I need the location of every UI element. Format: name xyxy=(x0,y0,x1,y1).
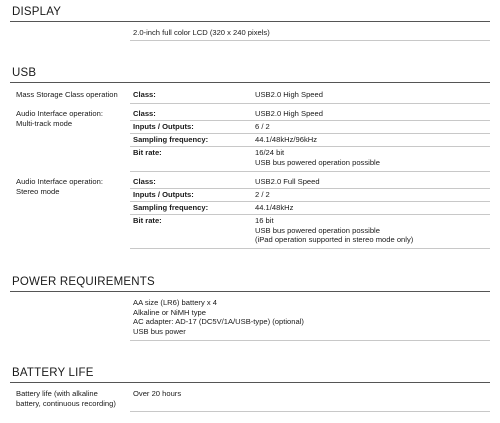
display-spec-value: 2.0-inch full color LCD (320 x 240 pixels) xyxy=(133,28,270,37)
row-divider xyxy=(130,40,490,41)
row-divider xyxy=(130,411,490,412)
usb-stereo-label-line: Audio Interface operation: xyxy=(16,177,103,186)
usb-stereo-bitrate-value xyxy=(255,216,495,245)
power-spec-line: AA size (LR6) battery x 4 xyxy=(133,298,217,307)
usb-mass-storage-class-key: Class: xyxy=(133,90,156,99)
usb-stereo-io-key: Inputs / Outputs: xyxy=(133,190,194,199)
battery-life-label-line: battery, continuous recording) xyxy=(16,398,116,408)
section-title-power: POWER REQUIREMENTS xyxy=(12,276,155,288)
usb-stereo-bitrate-key: Bit rate: xyxy=(133,216,162,225)
power-spec-line: AC adapter: AD-17 (DC5V/1A/USB-type) (optional) xyxy=(133,317,304,327)
usb-multitrack-class-value: USB2.0 High Speed xyxy=(255,109,323,118)
usb-multitrack-bitrate-line: 16/24 bit xyxy=(255,148,285,157)
usb-stereo-class-key: Class: xyxy=(133,177,156,186)
power-spec-value xyxy=(133,298,493,336)
usb-multitrack-io-key: Inputs / Outputs: xyxy=(133,122,194,131)
power-spec-line: USB bus power xyxy=(133,326,186,336)
row-divider xyxy=(130,214,490,215)
row-divider xyxy=(130,120,490,121)
usb-multitrack-sampling-value: 44.1/48kHz/96kHz xyxy=(255,135,318,144)
power-spec-line: Alkaline or NiMH type xyxy=(133,307,207,317)
battery-life-label-line: Battery life (with alkaline xyxy=(16,389,98,398)
section-title-usb: USB xyxy=(12,67,37,79)
row-divider xyxy=(130,201,490,202)
usb-mass-storage-class-value: USB2.0 High Speed xyxy=(255,90,323,99)
usb-multitrack-label-line: Audio Interface operation: xyxy=(16,109,103,118)
row-divider xyxy=(130,133,490,134)
battery-life-label xyxy=(16,389,128,408)
usb-multitrack-bitrate-key: Bit rate: xyxy=(133,148,162,157)
usb-multitrack-label-line: Multi-track mode xyxy=(16,118,73,128)
usb-multitrack-bitrate-value xyxy=(255,148,495,167)
row-divider xyxy=(130,171,490,172)
row-divider xyxy=(130,340,490,341)
section-divider xyxy=(10,382,490,383)
usb-stereo-class-value: USB2.0 Full Speed xyxy=(255,177,320,186)
usb-stereo-bitrate-line: (iPad operation supported in stereo mode only) xyxy=(255,235,414,245)
usb-stereo-bitrate-line: 16 bit xyxy=(255,216,274,225)
usb-multitrack-class-key: Class: xyxy=(133,109,156,118)
row-divider xyxy=(130,146,490,147)
usb-mass-storage-label: Mass Storage Class operation xyxy=(16,90,118,99)
usb-multitrack-label xyxy=(16,109,128,128)
usb-stereo-sampling-key: Sampling frequency: xyxy=(133,203,209,212)
section-title-battery: BATTERY LIFE xyxy=(12,367,94,379)
usb-stereo-bitrate-line: USB bus powered operation possible xyxy=(255,225,380,235)
usb-multitrack-bitrate-line: USB bus powered operation possible xyxy=(255,157,380,167)
row-divider xyxy=(130,248,490,249)
usb-stereo-sampling-value: 44.1/48kHz xyxy=(255,203,294,212)
row-divider xyxy=(130,188,490,189)
battery-life-value: Over 20 hours xyxy=(133,389,182,398)
usb-stereo-io-value: 2 / 2 xyxy=(255,190,270,199)
usb-stereo-label xyxy=(16,177,128,196)
usb-multitrack-io-value: 6 / 2 xyxy=(255,122,270,131)
section-title-display: DISPLAY xyxy=(12,6,62,18)
section-divider xyxy=(10,21,490,22)
section-divider xyxy=(10,82,490,83)
section-divider xyxy=(10,291,490,292)
row-divider xyxy=(130,103,490,104)
usb-stereo-label-line: Stereo mode xyxy=(16,186,60,196)
usb-multitrack-sampling-key: Sampling frequency: xyxy=(133,135,209,144)
